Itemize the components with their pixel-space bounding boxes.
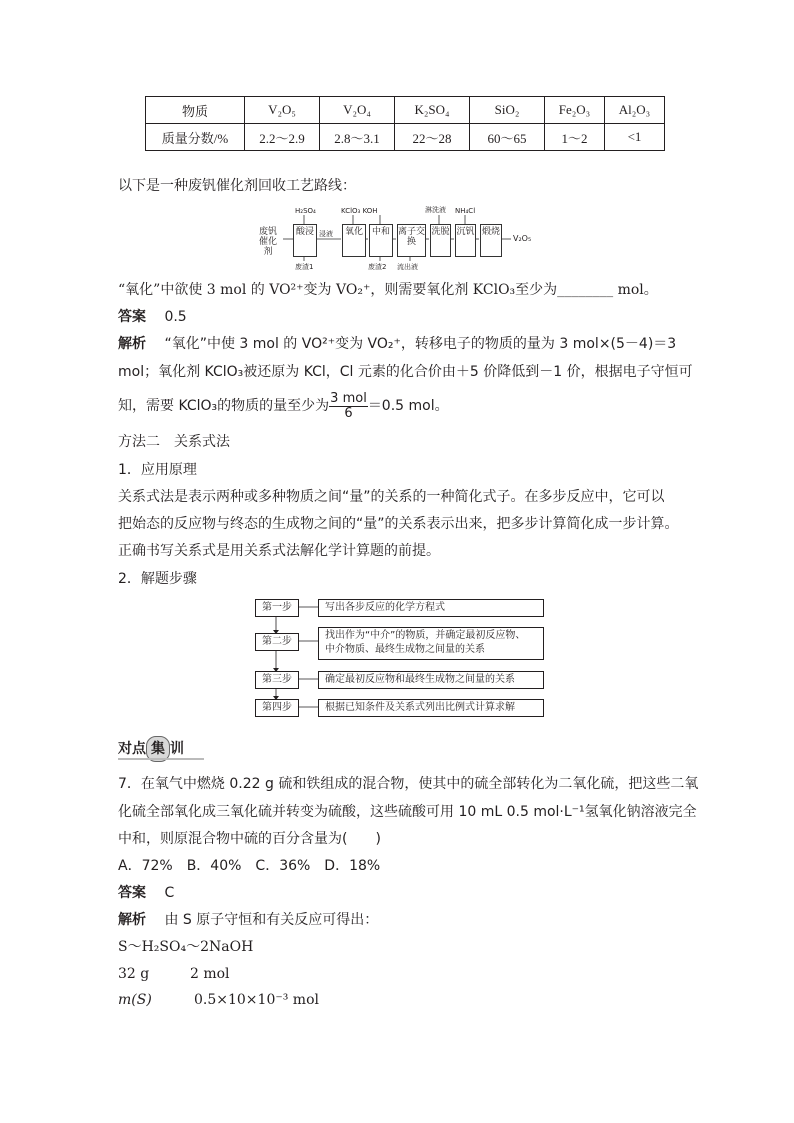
- analysis-1-line-1: [118, 334, 676, 354]
- flow-product-label: V₂O₅: [513, 234, 532, 243]
- banner-underline: [118, 758, 204, 760]
- relation-cell: m(S): [118, 992, 152, 1008]
- table-cell: 22～28: [395, 124, 470, 151]
- paragraph-line: 把始态的反应物与终态的生成物之间的“量”的关系表示出来，把多步计算简化成一步计算。: [118, 516, 679, 532]
- step-label-1: 第一步: [255, 599, 299, 617]
- flow-effluent-label: 流出液: [397, 263, 418, 271]
- relation-expression: S～H₂SO₄～2NaOH: [118, 939, 254, 955]
- analysis-text: ＝0.5 mol。: [367, 398, 449, 414]
- analysis-text: 由 S 原子守恒和有关反应可得出：: [164, 912, 379, 928]
- flow-step-leach: 酸浸: [293, 224, 317, 257]
- answer-2: [118, 883, 174, 903]
- section-heading-steps: 2．解题步骤: [118, 571, 197, 587]
- table-cell: 2.2～2.9: [245, 124, 320, 151]
- flow-step-calcine: 煅烧: [480, 224, 502, 257]
- flow-nh4cl-label: NH₄Cl: [455, 207, 476, 215]
- step-text-2-line-1: 找出作为“中介”的物质，并确定最初反应物、: [325, 630, 526, 641]
- relation-cell: 0.5×10×10⁻³ mol: [194, 992, 319, 1008]
- fraction: [329, 392, 368, 421]
- question-7-line: 中和，则原混合物中硫的百分含量为( ): [118, 831, 381, 847]
- flow-step-oxidize: 氧化: [342, 224, 366, 257]
- flow-step-elute: 洗脱: [430, 224, 451, 257]
- step-text-2-line-2: 中介物质、最终生成物之间量的关系: [325, 644, 485, 655]
- analysis-label: 解析: [118, 912, 146, 928]
- relation-row-2: [118, 990, 319, 1010]
- step-text-3: 确定最初反应物和最终生成物之间量的关系: [318, 671, 544, 689]
- step-text-1: 写出各步反应的化学方程式: [318, 599, 544, 617]
- composition-table: [145, 96, 665, 151]
- answer-1: [118, 307, 187, 327]
- fraction-numerator: 3 mol: [330, 390, 367, 406]
- fraction-denominator: 6: [344, 405, 353, 421]
- flow-leachate-label: 浸液: [319, 230, 333, 238]
- question-7-line: 7．在氧气中燃烧 0.22 g 硫和铁组成的混合物，使其中的硫全部转化为二氧化硫，把这些二氧: [118, 776, 699, 792]
- step-label-3: 第三步: [255, 671, 299, 689]
- analysis-1-line-2: mol；氧化剂 KClO₃被还原为 KCl，Cl 元素的化合价由＋5 价降低到－1 价，根据电子守恒可: [118, 364, 693, 380]
- flow-waste2-label: 废渣2: [368, 263, 387, 271]
- question-7-options: A．72% B．40% C．36% D．18%: [118, 858, 381, 874]
- flow-wash-label: 淋洗液: [425, 206, 446, 214]
- table-cell: 质量分数/%: [146, 124, 245, 151]
- table-cell: 2.8～3.1: [320, 124, 395, 151]
- table-cell: 1～2: [545, 124, 605, 151]
- analysis-2: [118, 910, 378, 930]
- analysis-label: 解析: [118, 336, 146, 352]
- flow-step-neutralize: 中和: [369, 224, 393, 257]
- table-header-row: [146, 97, 665, 124]
- relation-row-1: [118, 964, 230, 984]
- flow-kclo3-koh-label: KClO₃ KOH: [341, 207, 378, 215]
- table-header-cell: V₂O₄: [320, 97, 395, 124]
- relation-cell: 2 mol: [190, 966, 230, 982]
- analysis-text: 知，需要 KClO₃的物质的量至少为: [118, 398, 330, 414]
- training-banner: [118, 736, 184, 760]
- table-header-cell: SiO₂: [470, 97, 545, 124]
- relation-cell: 32 g: [118, 966, 150, 982]
- analysis-1-line-3: [118, 390, 449, 422]
- training-badge: 集: [146, 736, 170, 762]
- paragraph-line: 关系式法是表示两种或多种物质之间“量”的关系的一种简化式子。在多步反应中，它可以: [118, 489, 665, 505]
- method-heading: 方法二 关系式法: [118, 434, 230, 450]
- process-flow-diagram: [255, 203, 555, 273]
- step-label-2: 第二步: [255, 633, 299, 651]
- section-heading-principle: 1．应用原理: [118, 462, 197, 478]
- training-pre: 对点: [118, 741, 146, 757]
- intro-text: 以下是一种废钒催化剂回收工艺路线：: [118, 178, 356, 194]
- question-text: “氧化”中欲使 3 mol 的 VO²⁺变为 VO₂⁺，则需要氧化剂 KClO₃至少为________ mol。: [118, 282, 658, 298]
- steps-diagram: [255, 597, 545, 722]
- analysis-text: “氧化”中使 3 mol 的 VO²⁺变为 VO₂⁺，转移电子的物质的量为 3 mol×(5－4)＝3: [164, 336, 677, 352]
- table-header-cell: Fe₂O₃: [545, 97, 605, 124]
- training-post: 训: [170, 741, 184, 757]
- flow-start-label: 废钒催化剂: [255, 227, 281, 257]
- answer-label: 答案: [118, 885, 146, 901]
- table-cell: <1: [605, 124, 665, 151]
- flow-h2so4-label: H₂SO₄: [295, 207, 316, 215]
- step-text-2: [318, 627, 544, 660]
- flow-step-precipitate: 沉钒: [455, 224, 476, 257]
- table-header-cell: Al₂O₃: [605, 97, 665, 124]
- answer-value: C: [164, 885, 175, 901]
- flow-step-ion-exchange: 离子交换: [397, 224, 426, 257]
- flow-waste1-label: 废渣1: [295, 263, 314, 271]
- table-cell: 60～65: [470, 124, 545, 151]
- question-7-line: 化硫全部氧化成三氧化硫并转变为硫酸，这些硫酸可用 10 mL 0.5 mol·L⁻¹氢氧化钠溶液完全: [118, 804, 697, 820]
- table-header-cell: 物质: [146, 97, 245, 124]
- step-text-4: 根据已知条件及关系式列出比例式计算求解: [318, 699, 544, 717]
- answer-label: 答案: [118, 309, 146, 325]
- table-header-cell: V₂O₅: [245, 97, 320, 124]
- step-label-4: 第四步: [255, 699, 299, 717]
- paragraph-line: 正确书写关系式是用关系式法解化学计算题的前提。: [118, 543, 440, 559]
- table-row: [146, 124, 665, 151]
- table-header-cell: K₂SO₄: [395, 97, 470, 124]
- answer-value: 0.5: [164, 309, 187, 325]
